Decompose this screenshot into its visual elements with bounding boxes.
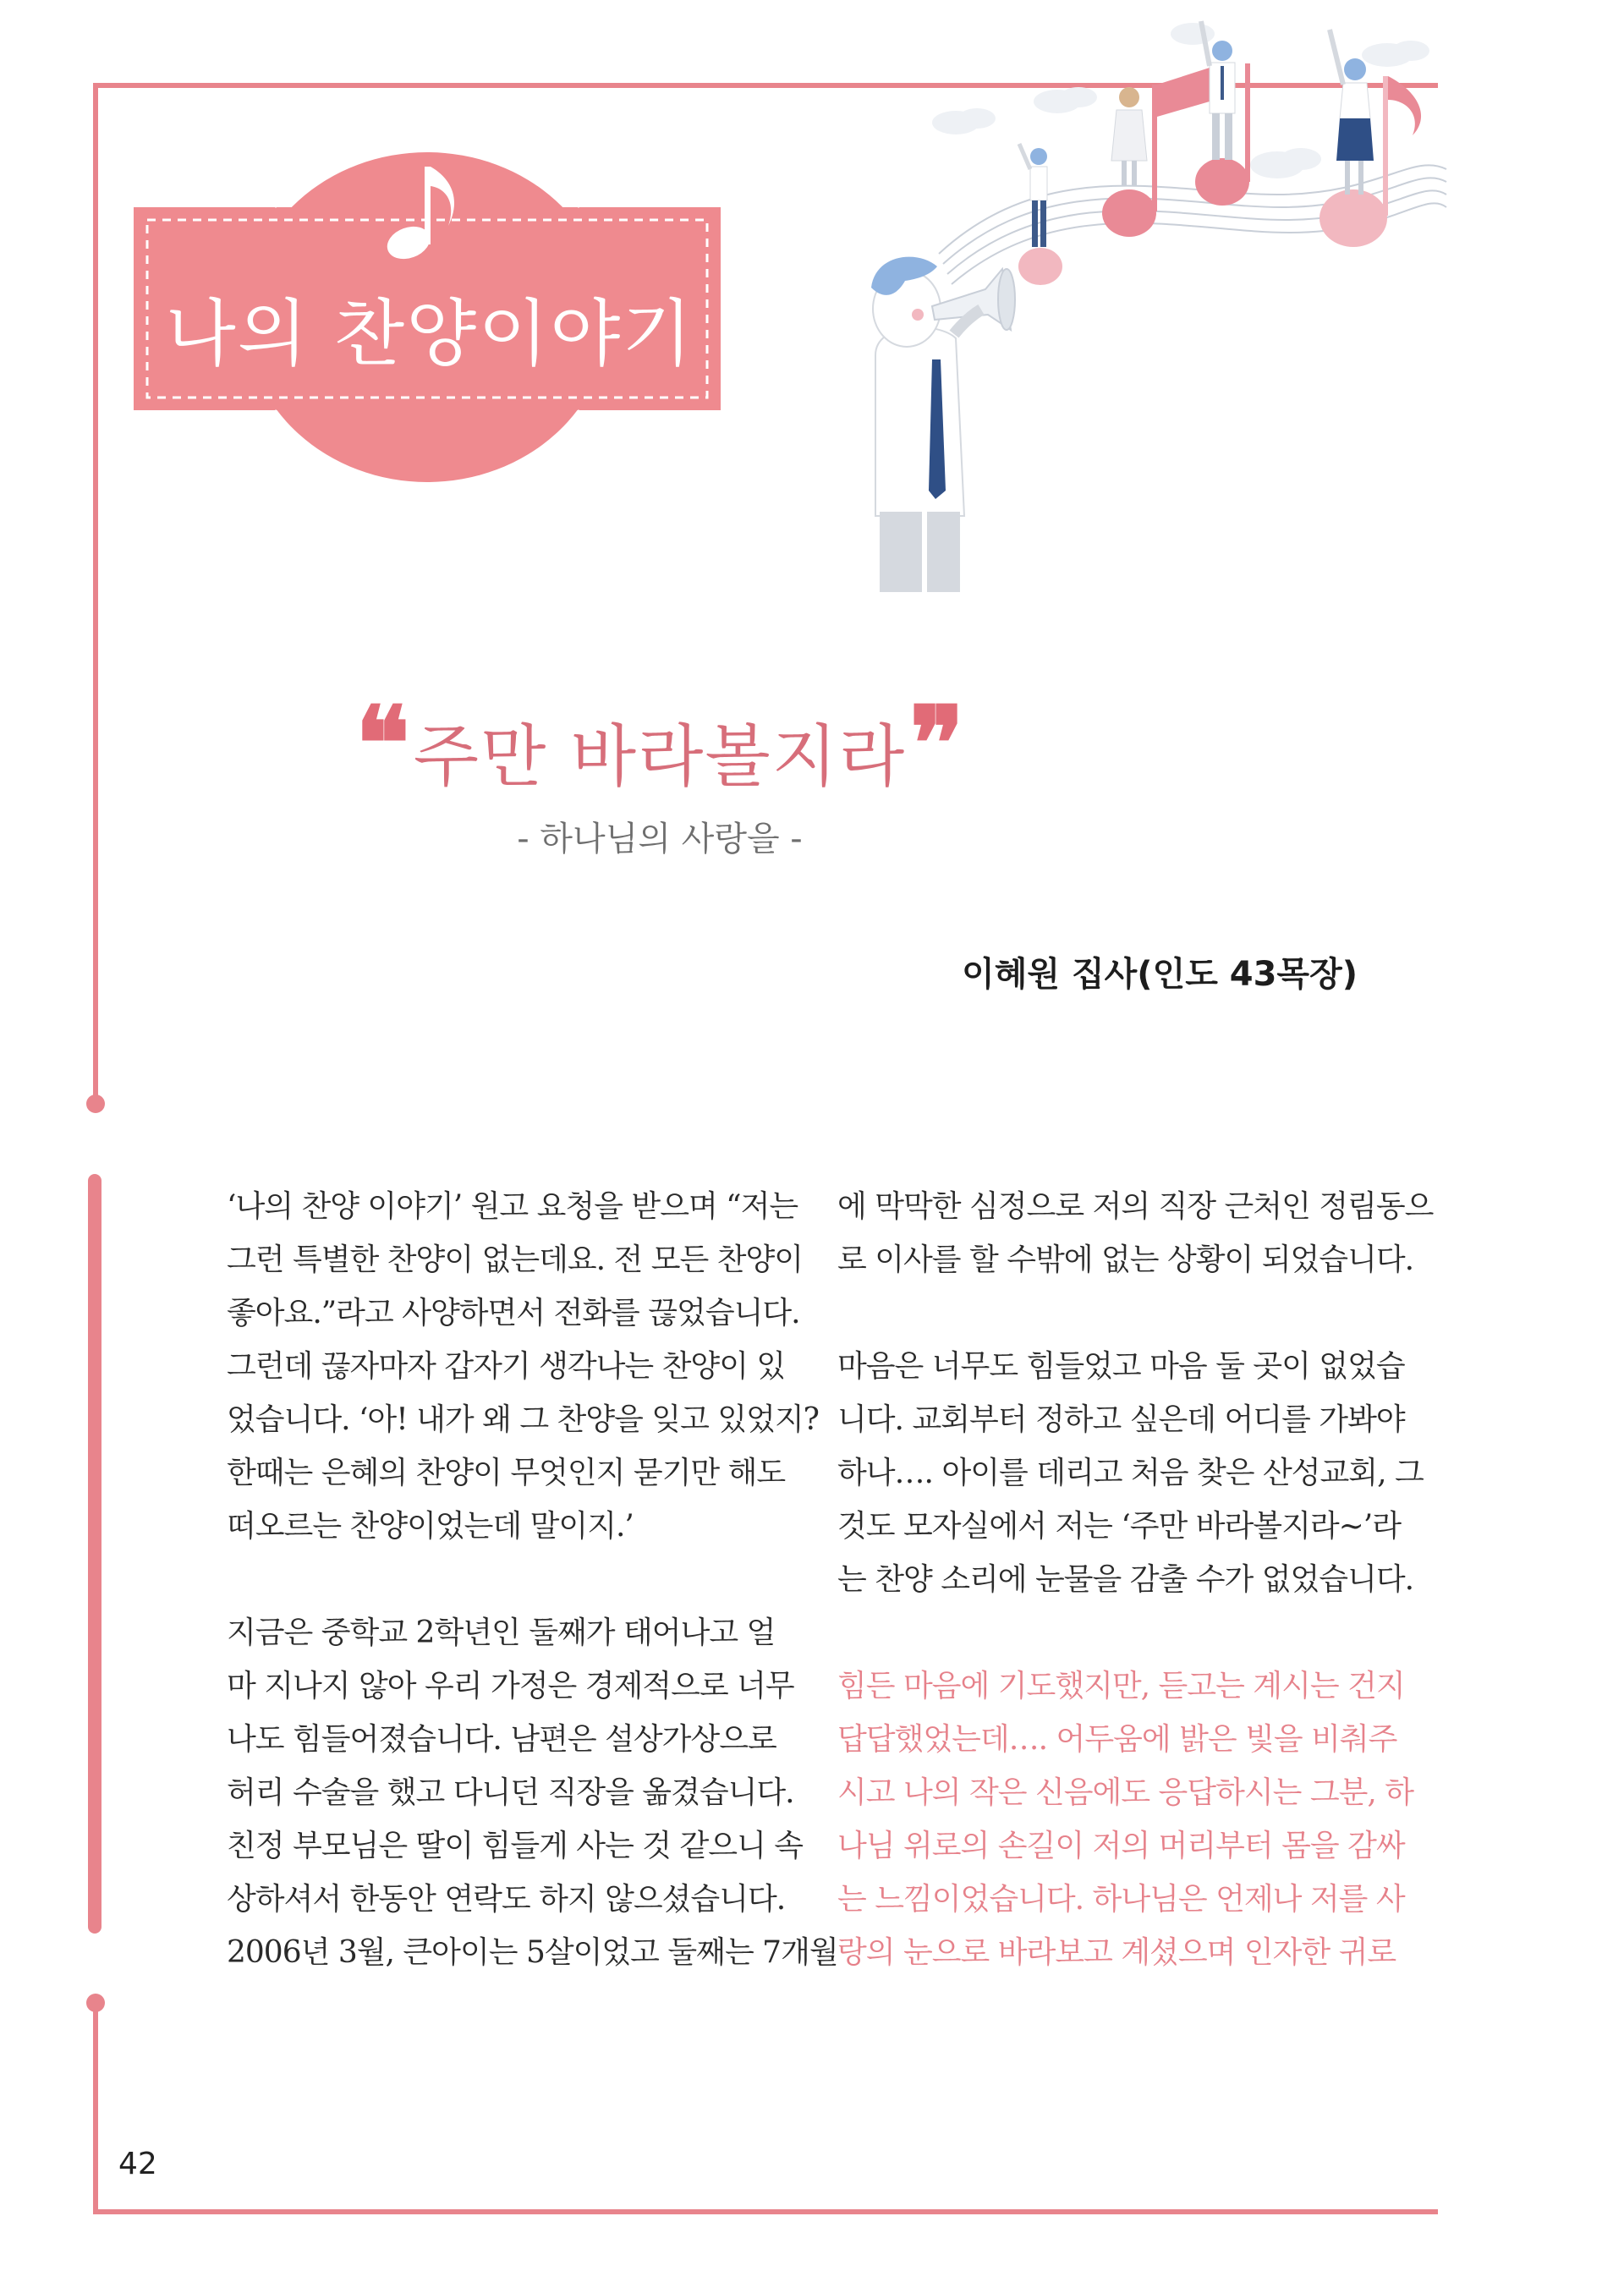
music-note-icon xyxy=(376,154,469,268)
text-line: 로 이사를 할 수밖에 없는 상황이 되었습니다. xyxy=(837,1242,1414,1277)
article-title-block xyxy=(355,684,964,804)
text-line: 나도 힘들어졌습니다. 남편은 설상가상으로 xyxy=(227,1722,776,1757)
text-line: 었습니다. ‘아! 내가 왜 그 찬양을 잊고 있었지? xyxy=(227,1402,819,1437)
page-number: 42 xyxy=(118,2147,157,2181)
highlighted-text-line: 나님 위로의 손길이 저의 머리부터 몸을 감싸 xyxy=(837,1829,1405,1863)
article-subtitle: - 하나님의 사랑을 - xyxy=(517,820,803,859)
frame-bottom-line xyxy=(93,2209,1438,2214)
text-line: 니다. 교회부터 정하고 싶은데 어디를 가봐야 xyxy=(837,1402,1405,1437)
body-column-right xyxy=(837,1180,1434,1979)
frame-dot-top xyxy=(86,1094,105,1113)
text-line: 마 지나지 않아 우리 가정은 경제적으로 너무 xyxy=(227,1669,794,1703)
frame-left-line-top xyxy=(93,83,98,1105)
text-line: ‘나의 찬양 이야기’ 원고 요청을 받으며 “저는 xyxy=(227,1189,798,1224)
text-line: 것도 모자실에서 저는 ‘주만 바라볼지라~’라 xyxy=(837,1509,1402,1544)
text-line: 그런 특별한 찬양이 없는데요. 전 모든 찬양이 xyxy=(227,1242,804,1277)
highlighted-text-line: 답답했었는데…. 어두움에 밝은 빛을 비춰주 xyxy=(837,1722,1397,1757)
text-line: 상하셔서 한동안 연락도 하지 않으셨습니다. xyxy=(227,1882,786,1917)
article-author: 이혜원 집사(인도 43목장) xyxy=(962,955,1358,994)
frame-left-line-bottom xyxy=(93,2005,98,2214)
text-line: 친정 부모님은 딸이 힘들게 사는 것 같으니 속 xyxy=(227,1829,804,1863)
text-line: 허리 수술을 했고 다니던 직장을 옮겼습니다. xyxy=(227,1775,794,1810)
paragraph-gap xyxy=(837,1606,1400,1659)
highlighted-text-line: 힘든 마음에 기도했지만, 듣고는 계시는 건지 xyxy=(837,1669,1405,1703)
text-line: 2006년 3월, 큰아이는 5살이었고 둘째는 7개월 xyxy=(227,1935,838,1970)
close-quote-icon: ❞ xyxy=(909,684,964,804)
highlighted-text-line: 시고 나의 작은 신음에도 응답하시는 그분, 하 xyxy=(837,1775,1414,1810)
highlighted-text-line: 랑의 눈으로 바라보고 계셨으며 인자한 귀로 xyxy=(837,1935,1396,1970)
text-line: 는 찬양 소리에 눈물을 감출 수가 없었습니다. xyxy=(837,1562,1414,1597)
section-title: 나의 찬양이야기 xyxy=(165,292,694,376)
text-line: 마음은 너무도 힘들었고 마음 둘 곳이 없었습 xyxy=(837,1349,1405,1384)
open-quote-icon: ❝ xyxy=(355,684,410,804)
body-column-left xyxy=(227,1180,838,1979)
paragraph-gap xyxy=(837,1286,1400,1340)
text-line: 떠오르는 찬양이었는데 말이지.’ xyxy=(227,1509,634,1544)
choir-illustration xyxy=(837,0,1455,592)
text-line: 에 막막한 심정으로 저의 직장 근처인 정림동으 xyxy=(837,1189,1434,1224)
frame-left-accent-bar xyxy=(88,1174,102,1934)
text-line: 하나…. 아이를 데리고 처음 찾은 산성교회, 그 xyxy=(837,1456,1424,1490)
article-title: 주만 바라볼지라 xyxy=(413,717,907,796)
text-line: 좋아요.”라고 사양하면서 전화를 끊었습니다. xyxy=(227,1296,800,1330)
text-line: 지금은 중학교 2학년인 둘째가 태어나고 얼 xyxy=(227,1616,776,1650)
text-line: 한때는 은혜의 찬양이 무엇인지 묻기만 해도 xyxy=(227,1456,786,1490)
highlighted-text-line: 는 느낌이었습니다. 하나님은 언제나 저를 사 xyxy=(837,1882,1405,1917)
text-line: 그런데 끊자마자 갑자기 생각나는 찬양이 있 xyxy=(227,1349,786,1384)
paragraph-gap xyxy=(227,1553,789,1606)
